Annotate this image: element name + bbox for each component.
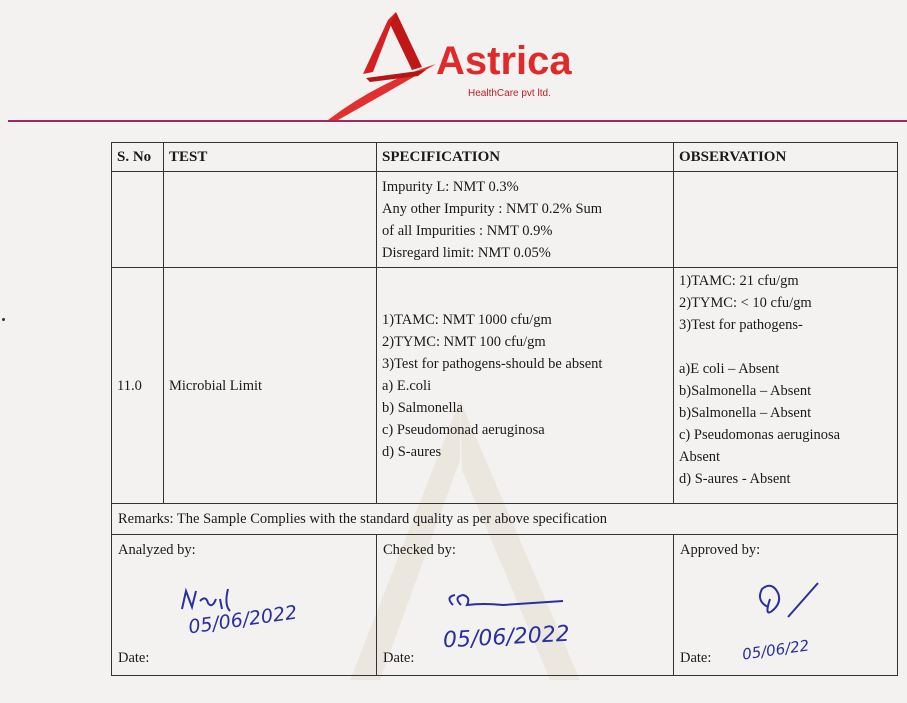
- approved-date-label: Date:: [680, 650, 712, 666]
- analyzed-date-label: Date:: [118, 650, 150, 666]
- spec-line: b) Salmonella: [382, 399, 463, 416]
- signature-row: [112, 535, 898, 676]
- obs-line: 3)Test for pathogens-: [679, 317, 803, 333]
- obs-line: b)Salmonella – Absent: [679, 405, 812, 421]
- obs-line: 2)TYMC: < 10 cfu/gm: [679, 295, 812, 311]
- spec-line: of all Impurities : NMT 0.9%: [382, 223, 553, 239]
- spec-line: 1)TAMC: NMT 1000 cfu/gm: [382, 311, 552, 328]
- checked-date-label: Date:: [383, 650, 415, 666]
- analyzed-handwritten-date: 05/06/2022: [187, 601, 299, 639]
- test-report-table: [111, 142, 898, 676]
- table-row: [112, 172, 898, 268]
- obs-line: b)Salmonella – Absent: [679, 383, 812, 399]
- row2-spec: [377, 268, 674, 504]
- logo-tagline: HealthCare pvt ltd.: [468, 88, 551, 99]
- row1-obs: [674, 172, 898, 268]
- spec-line: Any other Impurity : NMT 0.2% Sum: [382, 201, 603, 217]
- row2-obs: [674, 268, 898, 504]
- spec-line: c) Pseudomonad aeruginosa: [382, 421, 545, 438]
- spec-line: Disregard limit: NMT 0.05%: [382, 245, 551, 261]
- spec-line: d) S-aures: [382, 443, 442, 460]
- approved-signature: [748, 577, 838, 627]
- obs-line: d) S-aures - Absent: [679, 471, 791, 487]
- table-row: [112, 268, 898, 504]
- spec-line: 3)Test for pathogens-should be absent: [382, 355, 603, 372]
- obs-line: 1)TAMC: 21 cfu/gm: [679, 273, 799, 289]
- analyzed-cell: [112, 535, 377, 676]
- checked-handwritten-date: 05/06/2022: [442, 621, 571, 654]
- row1-test: [164, 172, 377, 268]
- header-observation: OBSERVATION: [674, 143, 898, 172]
- row2-sno: 11.0: [112, 268, 164, 504]
- spec-line: 2)TYMC: NMT 100 cfu/gm: [382, 333, 546, 350]
- header-divider: [8, 120, 907, 122]
- margin-dot: [2, 318, 5, 321]
- header-test: TEST: [164, 143, 377, 172]
- remarks-row: [112, 504, 898, 535]
- obs-line: Absent: [679, 449, 721, 465]
- header-specification: SPECIFICATION: [377, 143, 674, 172]
- row1-sno: [112, 172, 164, 268]
- analyzed-label: Analyzed by:: [118, 542, 196, 558]
- approved-cell: [674, 535, 898, 676]
- obs-line: [679, 336, 892, 358]
- obs-line: c) Pseudomonas aeruginosa: [679, 427, 841, 443]
- approved-label: Approved by:: [680, 542, 761, 558]
- approved-handwritten-date: 05/06/22: [741, 636, 811, 664]
- checked-signature: [443, 587, 573, 617]
- table-header-row: [112, 143, 898, 172]
- remarks-text: Remarks: The Sample Complies with the standard quality as per above specification: [112, 504, 898, 535]
- header-sno: S. No: [112, 143, 164, 172]
- logo-wordmark: Astrica: [436, 39, 572, 83]
- astrica-logo: [318, 12, 598, 122]
- spec-line: a) E.coli: [382, 377, 432, 394]
- spec-line: Impurity L: NMT 0.3%: [382, 179, 519, 195]
- obs-line: a)E coli – Absent: [679, 361, 780, 377]
- row2-test: Microbial Limit: [164, 268, 377, 504]
- checked-label: Checked by:: [383, 542, 456, 558]
- row1-spec: [377, 172, 674, 268]
- checked-cell: [377, 535, 674, 676]
